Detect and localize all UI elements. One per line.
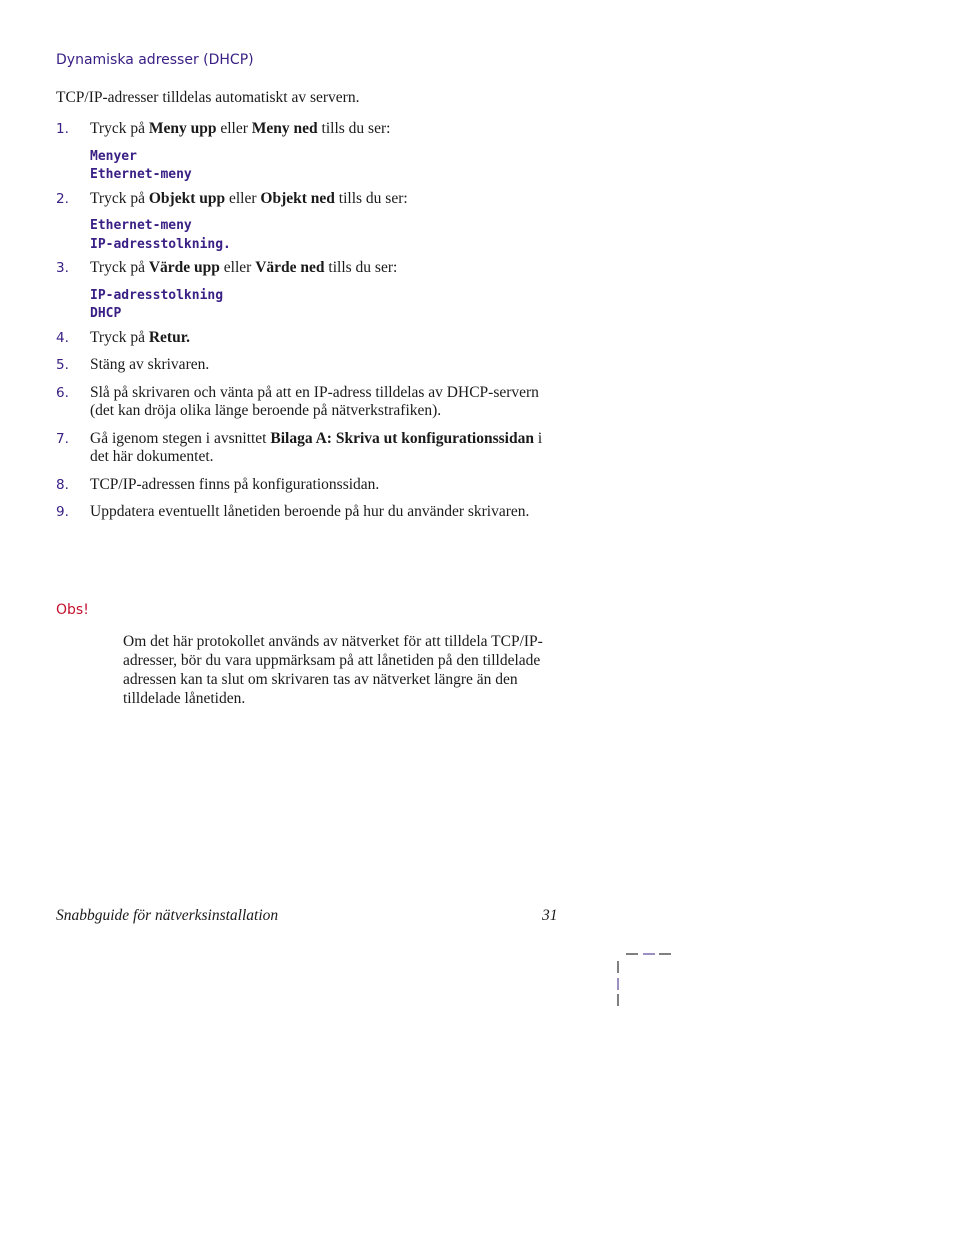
step-text: eller	[216, 120, 252, 137]
display-line: IP-adresstolkning.	[90, 236, 231, 252]
step-number: 5.	[56, 357, 69, 373]
display-readout	[56, 287, 556, 324]
step-item	[56, 259, 556, 278]
step-emphasis: Objekt ned	[260, 189, 335, 207]
step-item	[56, 430, 556, 467]
step-number: 2.	[56, 190, 69, 207]
step-item	[56, 329, 556, 348]
step-item	[56, 356, 556, 375]
step-text: Uppdatera eventuellt lånetiden beroende på hur du använder skrivaren.	[90, 503, 530, 520]
page-number: 31	[542, 907, 558, 924]
display-line: Ethernet-meny	[90, 218, 192, 233]
note-text: Om det här protokollet används av nätverket för att tilldela TCP/IP-adresser, bör du vara uppmärksam på att lånetiden på den tilldelade adressen kan ta slut om skrivaren tas av nätverket längre än den tilldelade lånetiden.	[123, 633, 543, 707]
note-label: Obs!	[56, 602, 89, 618]
step-number: 4.	[56, 329, 69, 346]
step-number: 6.	[56, 384, 69, 401]
step-emphasis: Objekt upp	[148, 189, 226, 207]
display-line: Ethernet-meny	[90, 167, 192, 182]
step-text: Gå igenom stegen i avsnittet	[90, 429, 271, 447]
display-line: DHCP	[90, 306, 122, 321]
step-text: Tryck på	[90, 328, 149, 346]
step-text: i det här dokumentet.	[90, 429, 543, 465]
step-text: Tryck på	[90, 189, 149, 207]
crop-marks	[612, 948, 676, 1008]
step-text: Stäng av skrivaren.	[90, 356, 210, 373]
display-line: Menyer	[90, 148, 137, 164]
step-text: Slå på skrivaren och vänta på att en IP-adress tilldelas av DHCP-servern (det kan dröja olika länge beroende på nätverkstrafiken).	[90, 383, 539, 419]
step-number: 7.	[56, 430, 69, 447]
step-item	[56, 120, 556, 139]
step-item	[56, 476, 556, 495]
step-emphasis: Meny ned	[251, 120, 318, 137]
intro-paragraph: TCP/IP-adresser tilldelas automatiskt av servern.	[56, 89, 360, 106]
step-text: tills du ser:	[317, 120, 391, 137]
step-text: tills du ser:	[324, 259, 398, 276]
footer-title: Snabbguide för nätverksinstallation	[56, 907, 279, 924]
steps-list	[56, 120, 556, 531]
display-readout	[56, 148, 556, 185]
step-text: eller	[225, 189, 261, 207]
step-emphasis: Meny upp	[148, 120, 217, 137]
step-item	[56, 503, 556, 522]
step-emphasis: Retur.	[148, 328, 191, 346]
step-emphasis: Värde upp	[148, 259, 220, 276]
step-text: TCP/IP-adressen finns på konfigurationssidan.	[90, 475, 380, 493]
step-number: 1.	[56, 121, 69, 137]
step-number: 9.	[56, 504, 69, 520]
display-line: IP-adresstolkning	[90, 287, 224, 303]
step-number: 8.	[56, 476, 69, 493]
display-readout	[56, 217, 556, 254]
step-number: 3.	[56, 260, 69, 276]
step-item	[56, 190, 556, 209]
step-text: Tryck på	[90, 259, 149, 276]
step-text: tills du ser:	[334, 189, 408, 207]
step-text: Tryck på	[90, 120, 149, 137]
step-item	[56, 384, 556, 421]
step-emphasis: Värde ned	[255, 259, 325, 276]
step-text: eller	[219, 259, 256, 276]
section-heading: Dynamiska adresser (DHCP)	[56, 52, 254, 68]
step-emphasis: Bilaga A: Skriva ut konfigurationssidan	[270, 429, 534, 447]
